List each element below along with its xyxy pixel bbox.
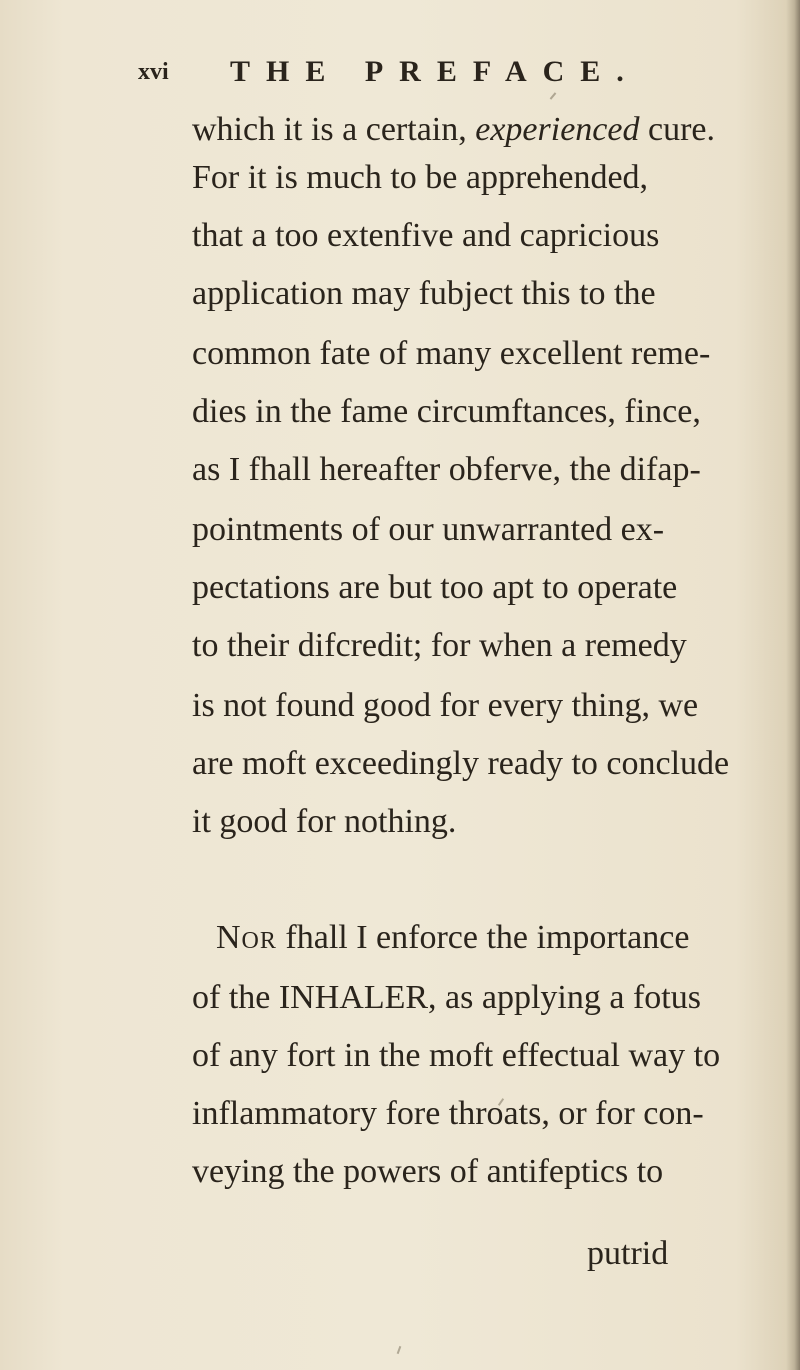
text-line-5: common fate of many excellent reme- xyxy=(192,335,711,372)
text-line-9: pectations are but too apt to operate xyxy=(192,569,678,606)
paragraph-2-line-4: inflammatory fore throats, or for con- xyxy=(192,1095,704,1132)
paragraph-2-line-5: veying the powers of antifeptics to xyxy=(192,1153,664,1190)
dropcap-word: Nor xyxy=(216,919,277,956)
catchword: putrid xyxy=(587,1235,669,1272)
text-line-10: to their difcredit; for when a remedy xyxy=(192,627,687,664)
page-header xyxy=(138,52,658,92)
page-edge-shadow xyxy=(786,0,800,1370)
text-line-8: pointments of our unwarranted ex- xyxy=(192,511,665,548)
italic-word: experienced xyxy=(475,111,640,148)
paragraph-2-line-2: of the INHALER, as applying a fotus xyxy=(192,979,701,1016)
text-line-3: that a too extenfive and capricious xyxy=(192,217,660,254)
text-line-11: is not found good for every thing, we xyxy=(192,687,699,724)
paragraph-2-line-1: Nor fhall I enforce the importance xyxy=(216,919,690,956)
text-line-13: it good for nothing. xyxy=(192,803,457,840)
running-head: THE PREFACE. xyxy=(230,55,640,88)
text-line-7: as I fhall hereafter obferve, the difap- xyxy=(192,451,701,488)
text-line-2: For it is much to be apprehended, xyxy=(192,159,649,196)
text-line-4: application may fubject this to the xyxy=(192,275,656,312)
paragraph-2-line-3: of any fort in the moft effectual way to xyxy=(192,1037,721,1074)
text-line-1: which it is a certain, experienced cure. xyxy=(192,111,715,148)
text-line-12: are moft exceedingly ready to conclude xyxy=(192,745,730,782)
text-line-6: dies in the fame circumftances, fince, xyxy=(192,393,701,430)
page-number: xvi xyxy=(138,59,169,85)
